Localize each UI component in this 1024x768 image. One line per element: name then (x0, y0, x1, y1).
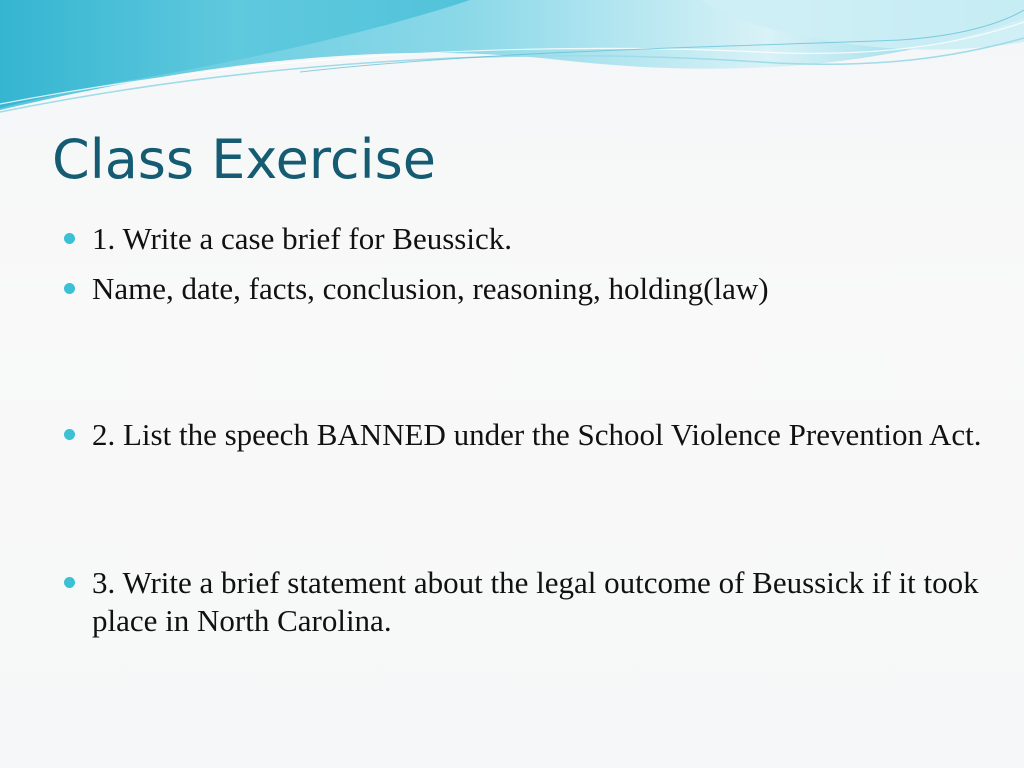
bullet-item-3 (64, 416, 984, 454)
bullet-text-3: 2. List the speech BANNED under the School Violence Prevention Act. (92, 417, 982, 452)
bullet-icon (64, 577, 75, 588)
bullet-text-2: Name, date, facts, conclusion, reasoning, holding(law) (92, 271, 769, 306)
bullet-icon (64, 283, 75, 294)
slide-title: Class Exercise (52, 128, 436, 191)
bullet-icon (64, 429, 75, 440)
bullet-text-4: 3. Write a brief statement about the legal outcome of Beussick if it took place in North Carolina. (92, 565, 979, 638)
bullet-item-4 (64, 564, 984, 640)
bullet-text-1: 1. Write a case brief for Beussick. (92, 221, 512, 256)
bullet-item-1 (64, 220, 984, 258)
decorative-wave-banner (0, 0, 1024, 120)
bullet-icon (64, 233, 75, 244)
bullet-list (64, 220, 984, 640)
bullet-item-2 (64, 270, 984, 308)
